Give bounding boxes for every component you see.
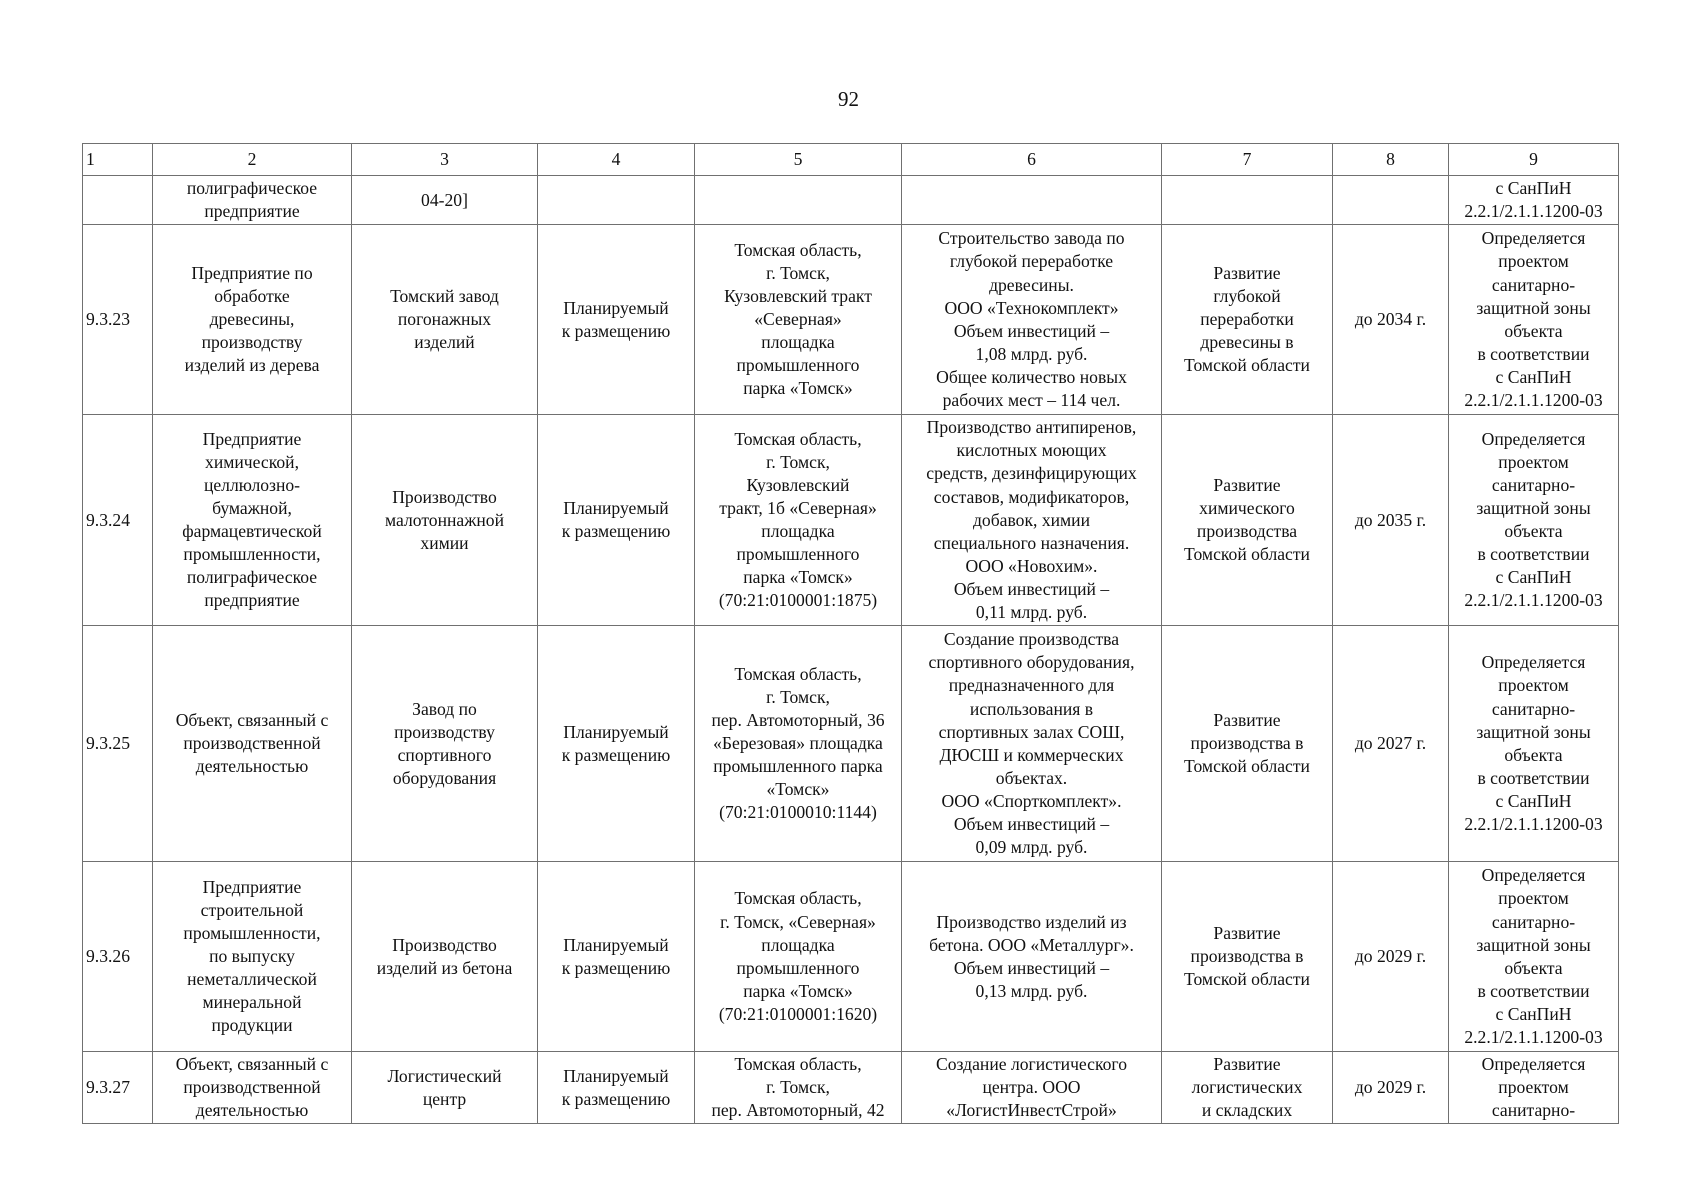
header-cell-col9: 9 — [1449, 144, 1619, 176]
table-row — [83, 1052, 1619, 1124]
cell-characteristics — [902, 176, 1162, 225]
cell-zone: Определяется проектом санитарно- защитной зоны объекта в соответствии с СанПиН 2.2.1/2.1.1.1200-03 — [1449, 225, 1619, 415]
cell-number: 9.3.25 — [83, 626, 153, 862]
cell-zone: Определяется проектом санитарно- защитной зоны объекта в соответствии с СанПиН 2.2.1/2.1.1.1200-03 — [1449, 626, 1619, 862]
cell-number: 9.3.26 — [83, 862, 153, 1052]
cell-zone: Определяется проектом санитарно- — [1449, 1052, 1619, 1124]
header-cell-col7: 7 — [1162, 144, 1333, 176]
cell-purpose: Развитие глубокой переработки древесины в Томской области — [1162, 225, 1333, 415]
cell-deadline: до 2029 г. — [1333, 1052, 1449, 1124]
cell-characteristics: Производство антипиренов, кислотных моющих средств, дезинфицирующих составов, модификаторов, добавок, химии специального назначения. ООО «Новохим». Объем инвестиций – 0,11 млрд. руб. — [902, 415, 1162, 626]
table-row — [83, 626, 1619, 862]
cell-location: Томская область, г. Томск, «Северная» площадка промышленного парка «Томск» (70:21:0100001:1620) — [695, 862, 902, 1052]
cell-characteristics: Создание производства спортивного оборудования, предназначенного для использования в спортивных залах СОШ, ДЮСШ и коммерческих объектах. ООО «Спорткомплект». Объем инвестиций – 0,09 млрд. руб. — [902, 626, 1162, 862]
cell-zone: Определяется проектом санитарно- защитной зоны объекта в соответствии с СанПиН 2.2.1/2.1.1.1200-03 — [1449, 862, 1619, 1052]
cell-zone: с СанПиН 2.2.1/2.1.1.1200-03 — [1449, 176, 1619, 225]
header-cell-col2: 2 — [153, 144, 352, 176]
cell-object-name: Производство изделий из бетона — [352, 862, 538, 1052]
header-cell-col3: 3 — [352, 144, 538, 176]
page-number: 92 — [838, 87, 859, 111]
cell-purpose: Развитие производства в Томской области — [1162, 626, 1333, 862]
header-cell-col6: 6 — [902, 144, 1162, 176]
cell-object-name: Производство малотоннажной химии — [352, 415, 538, 626]
table-row — [83, 225, 1619, 415]
table-row-continuation — [83, 176, 1619, 225]
header-cell-col5: 5 — [695, 144, 902, 176]
cell-object-type: Предприятие по обработке древесины, производству изделий из дерева — [153, 225, 352, 415]
cell-location: Томская область, г. Томск, пер. Автомоторный, 42 — [695, 1052, 902, 1124]
cell-purpose: Развитие логистических и складских — [1162, 1052, 1333, 1124]
table-header-row — [83, 144, 1619, 176]
cell-location: Томская область, г. Томск, пер. Автомоторный, 36 «Березовая» площадка промышленного парка «Томск» (70:21:0100010:1144) — [695, 626, 902, 862]
cell-characteristics: Строительство завода по глубокой переработке древесины. ООО «Технокомплект» Объем инвестиций – 1,08 млрд. руб. Общее количество новых рабочих мест – 114 чел. — [902, 225, 1162, 415]
table-row — [83, 862, 1619, 1052]
cell-deadline: до 2034 г. — [1333, 225, 1449, 415]
cell-number: 9.3.24 — [83, 415, 153, 626]
cell-object-type: Объект, связанный с производственной деятельностью — [153, 626, 352, 862]
cell-object-type: Предприятие химической, целлюлозно- бумажной, фармацевтической промышленности, полиграфическое предприятие — [153, 415, 352, 626]
cell-location: Томская область, г. Томск, Кузовлевский тракт «Северная» площадка промышленного парка «Томск» — [695, 225, 902, 415]
cell-location — [695, 176, 902, 225]
cell-number — [83, 176, 153, 225]
cell-status: Планируемый к размещению — [538, 862, 695, 1052]
cell-purpose: Развитие производства в Томской области — [1162, 862, 1333, 1052]
cell-location: Томская область, г. Томск, Кузовлевский тракт, 1б «Северная» площадка промышленного парка «Томск» (70:21:0100001:1875) — [695, 415, 902, 626]
table-row — [83, 415, 1619, 626]
cell-number: 9.3.27 — [83, 1052, 153, 1124]
cell-status: Планируемый к размещению — [538, 626, 695, 862]
cell-zone: Определяется проектом санитарно- защитной зоны объекта в соответствии с СанПиН 2.2.1/2.1.1.1200-03 — [1449, 415, 1619, 626]
cell-deadline — [1333, 176, 1449, 225]
cell-characteristics: Создание логистического центра. ООО «ЛогистИнвестСтрой» — [902, 1052, 1162, 1124]
cell-object-type: Предприятие строительной промышленности, по выпуску неметаллической минеральной продукции — [153, 862, 352, 1052]
cell-status: Планируемый к размещению — [538, 1052, 695, 1124]
cell-purpose: Развитие химического производства Томской области — [1162, 415, 1333, 626]
cell-object-name: 04-20] — [352, 176, 538, 225]
cell-number: 9.3.23 — [83, 225, 153, 415]
cell-object-type: полиграфическое предприятие — [153, 176, 352, 225]
cell-characteristics: Производство изделий из бетона. ООО «Металлург». Объем инвестиций – 0,13 млрд. руб. — [902, 862, 1162, 1052]
cell-object-name: Логистический центр — [352, 1052, 538, 1124]
objects-table — [82, 143, 1619, 1124]
cell-status: Планируемый к размещению — [538, 415, 695, 626]
header-cell-col1: 1 — [83, 144, 153, 176]
cell-deadline: до 2035 г. — [1333, 415, 1449, 626]
header-cell-col8: 8 — [1333, 144, 1449, 176]
cell-status — [538, 176, 695, 225]
header-cell-col4: 4 — [538, 144, 695, 176]
cell-object-name: Томский завод погонажных изделий — [352, 225, 538, 415]
cell-object-type: Объект, связанный с производственной деятельностью — [153, 1052, 352, 1124]
cell-deadline: до 2027 г. — [1333, 626, 1449, 862]
cell-status: Планируемый к размещению — [538, 225, 695, 415]
cell-purpose — [1162, 176, 1333, 225]
cell-object-name: Завод по производству спортивного оборудования — [352, 626, 538, 862]
cell-deadline: до 2029 г. — [1333, 862, 1449, 1052]
